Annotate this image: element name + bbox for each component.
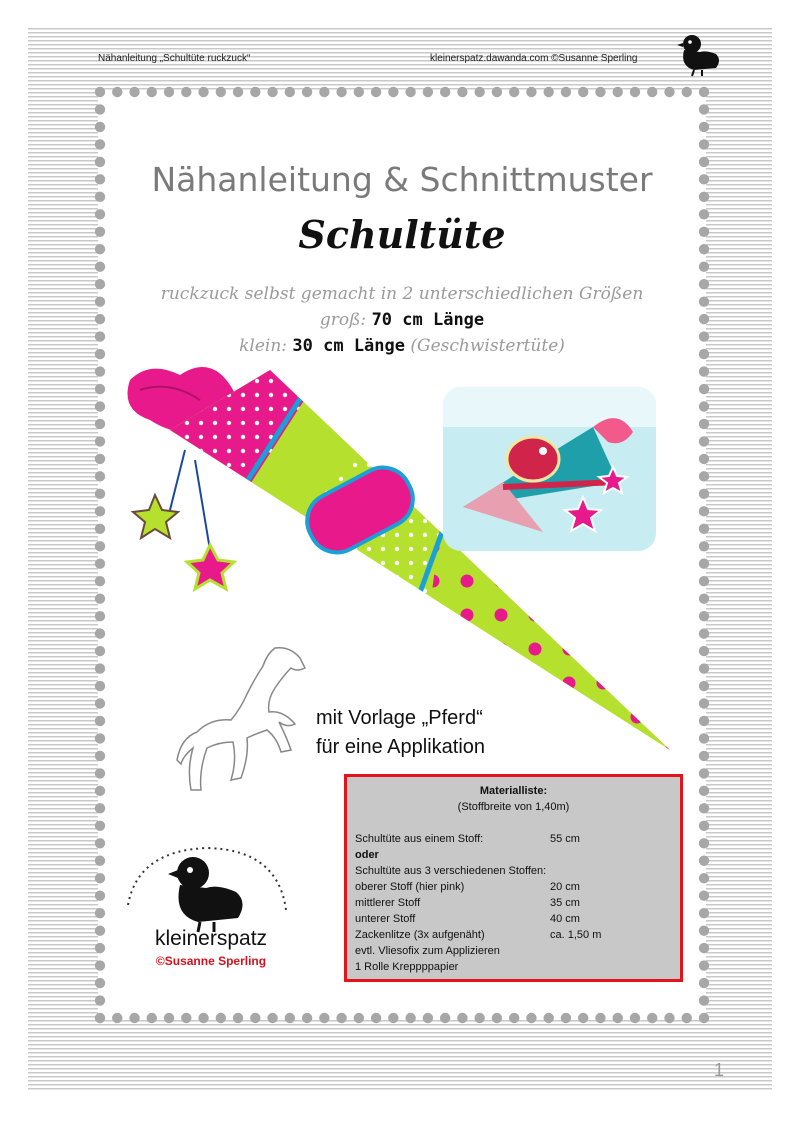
material-row [355, 945, 675, 961]
material-row [355, 849, 675, 865]
material-item-name: Schultüte aus einem Stoff: [355, 833, 484, 845]
material-list [344, 774, 683, 982]
material-item-name: 1 Rolle Kreppppapier [355, 961, 459, 973]
material-item-name: Schultüte aus 3 verschiedenen Stoffen: [355, 865, 547, 877]
material-list-title: Materialliste: [479, 785, 548, 797]
material-row [355, 897, 675, 913]
material-row [355, 961, 675, 977]
size-klein-value: 30 cm Länge [292, 336, 405, 356]
material-list-subtitle: (Stoffbreite von 1,40m) [457, 801, 570, 813]
subtitle-line: ruckzuck selbst gemacht in 2 unterschiedlichen Größen [160, 284, 644, 304]
horse-outline-icon [175, 638, 315, 798]
material-row [355, 913, 675, 929]
material-row [355, 865, 675, 881]
material-item-name: unterer Stoff [355, 913, 416, 925]
small-cone-photo [443, 387, 656, 551]
material-item-name: mittlerer Stoff [355, 897, 421, 909]
page-number: 1 [714, 1060, 725, 1080]
page-title: Nähanleitung & Schnittmuster [151, 160, 653, 199]
material-row [355, 881, 675, 897]
material-row [355, 833, 675, 849]
material-item-qty: 55 cm [550, 833, 580, 845]
material-item-qty: ca. 1,50 m [550, 929, 602, 941]
size-gross-value: 70 cm Länge [371, 310, 485, 330]
material-item-qty: 35 cm [550, 897, 580, 909]
material-item-name: oder [355, 849, 379, 861]
material-item-name: Zackenlitze (3x aufgenäht) [355, 929, 485, 941]
brand-copyright: ©Susanne Sperling [155, 954, 267, 968]
size-klein: klein: 30 cm Länge (Geschwistertüte) [239, 336, 565, 356]
material-item-name: evtl. Vliesofix zum Applizieren [355, 945, 500, 957]
material-item-name: oberer Stoff (hier pink) [355, 881, 465, 893]
page-title-main: Schultüte [298, 212, 506, 257]
material-item-qty: 40 cm [550, 913, 580, 925]
brand-name: kleinerspatz [154, 927, 268, 950]
template-note: mit Vorlage „Pferd“ für eine Applikation [316, 707, 486, 758]
bird-logo-icon [676, 30, 724, 78]
size-gross: groß: 70 cm Länge [319, 310, 485, 330]
material-item-qty: 20 cm [550, 881, 580, 893]
header-website: kleinerspatz.dawanda.com ©Susanne Sperling [430, 53, 638, 64]
header-title: Nähanleitung „Schultüte ruckzuck“ [98, 53, 251, 64]
material-row [355, 929, 675, 945]
